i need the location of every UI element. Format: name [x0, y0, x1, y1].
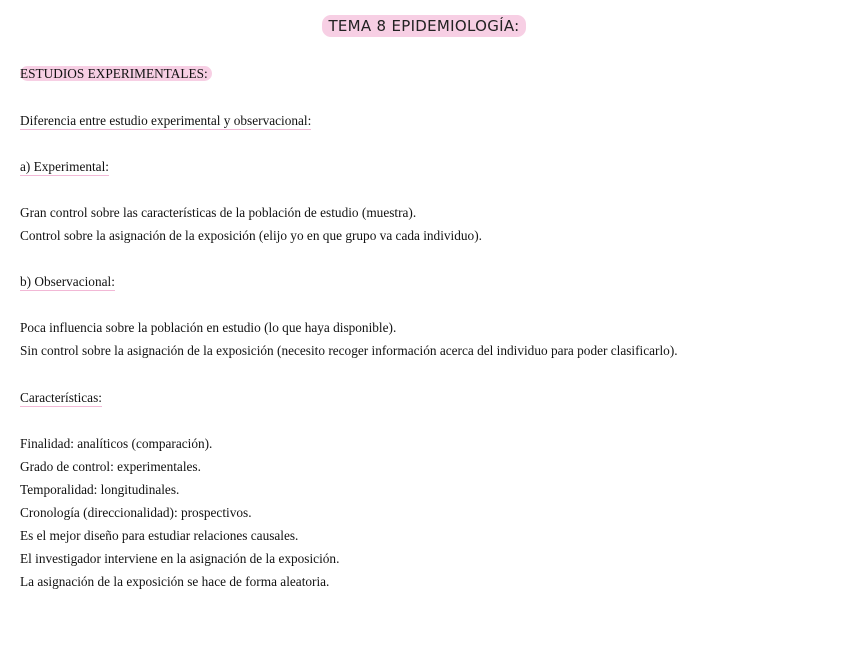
document-title: TEMA 8 EPIDEMIOLOGÍA: [322, 15, 525, 37]
caracteristicas-line-3: Temporalidad: longitudinales. [20, 482, 180, 497]
caracteristicas-line-2: Grado de control: experimentales. [20, 459, 201, 474]
section-heading: ESTUDIOS EXPERIMENTALES: [20, 66, 212, 81]
section-heading-line [20, 65, 212, 82]
experimental-heading-line [20, 158, 109, 175]
difference-subheading-line [20, 112, 311, 129]
caracteristicas-line-6: El investigador interviene en la asignación de la exposición. [20, 551, 340, 566]
caracteristicas-line-7: La asignación de la exposición se hace de forma aleatoria. [20, 574, 330, 589]
experimental-line-2: Control sobre la asignación de la exposición (elijo yo en que grupo va cada individuo). [20, 228, 482, 243]
difference-subheading: Diferencia entre estudio experimental y observacional: [20, 113, 312, 128]
caracteristicas-line-5: Es el mejor diseño para estudiar relaciones causales. [20, 528, 299, 543]
caracteristicas-line-4: Cronología (direccionalidad): prospectivos. [20, 505, 252, 520]
caracteristicas-heading: Características: [20, 390, 102, 405]
experimental-heading: a) Experimental: [20, 159, 109, 174]
observacional-heading: b) Observacional: [20, 274, 115, 289]
caracteristicas-line-1: Finalidad: analíticos (comparación). [20, 436, 213, 451]
caracteristicas-heading-line [20, 389, 102, 406]
experimental-line-1: Gran control sobre las características de la población de estudio (muestra). [20, 205, 417, 220]
observacional-line-1: Poca influencia sobre la población en estudio (lo que haya disponible). [20, 320, 397, 335]
title-container [0, 15, 848, 37]
observacional-line-2: Sin control sobre la asignación de la exposición (necesito recoger información acerca del individuo para poder clasificarlo). [20, 343, 678, 358]
observacional-heading-line [20, 273, 115, 290]
